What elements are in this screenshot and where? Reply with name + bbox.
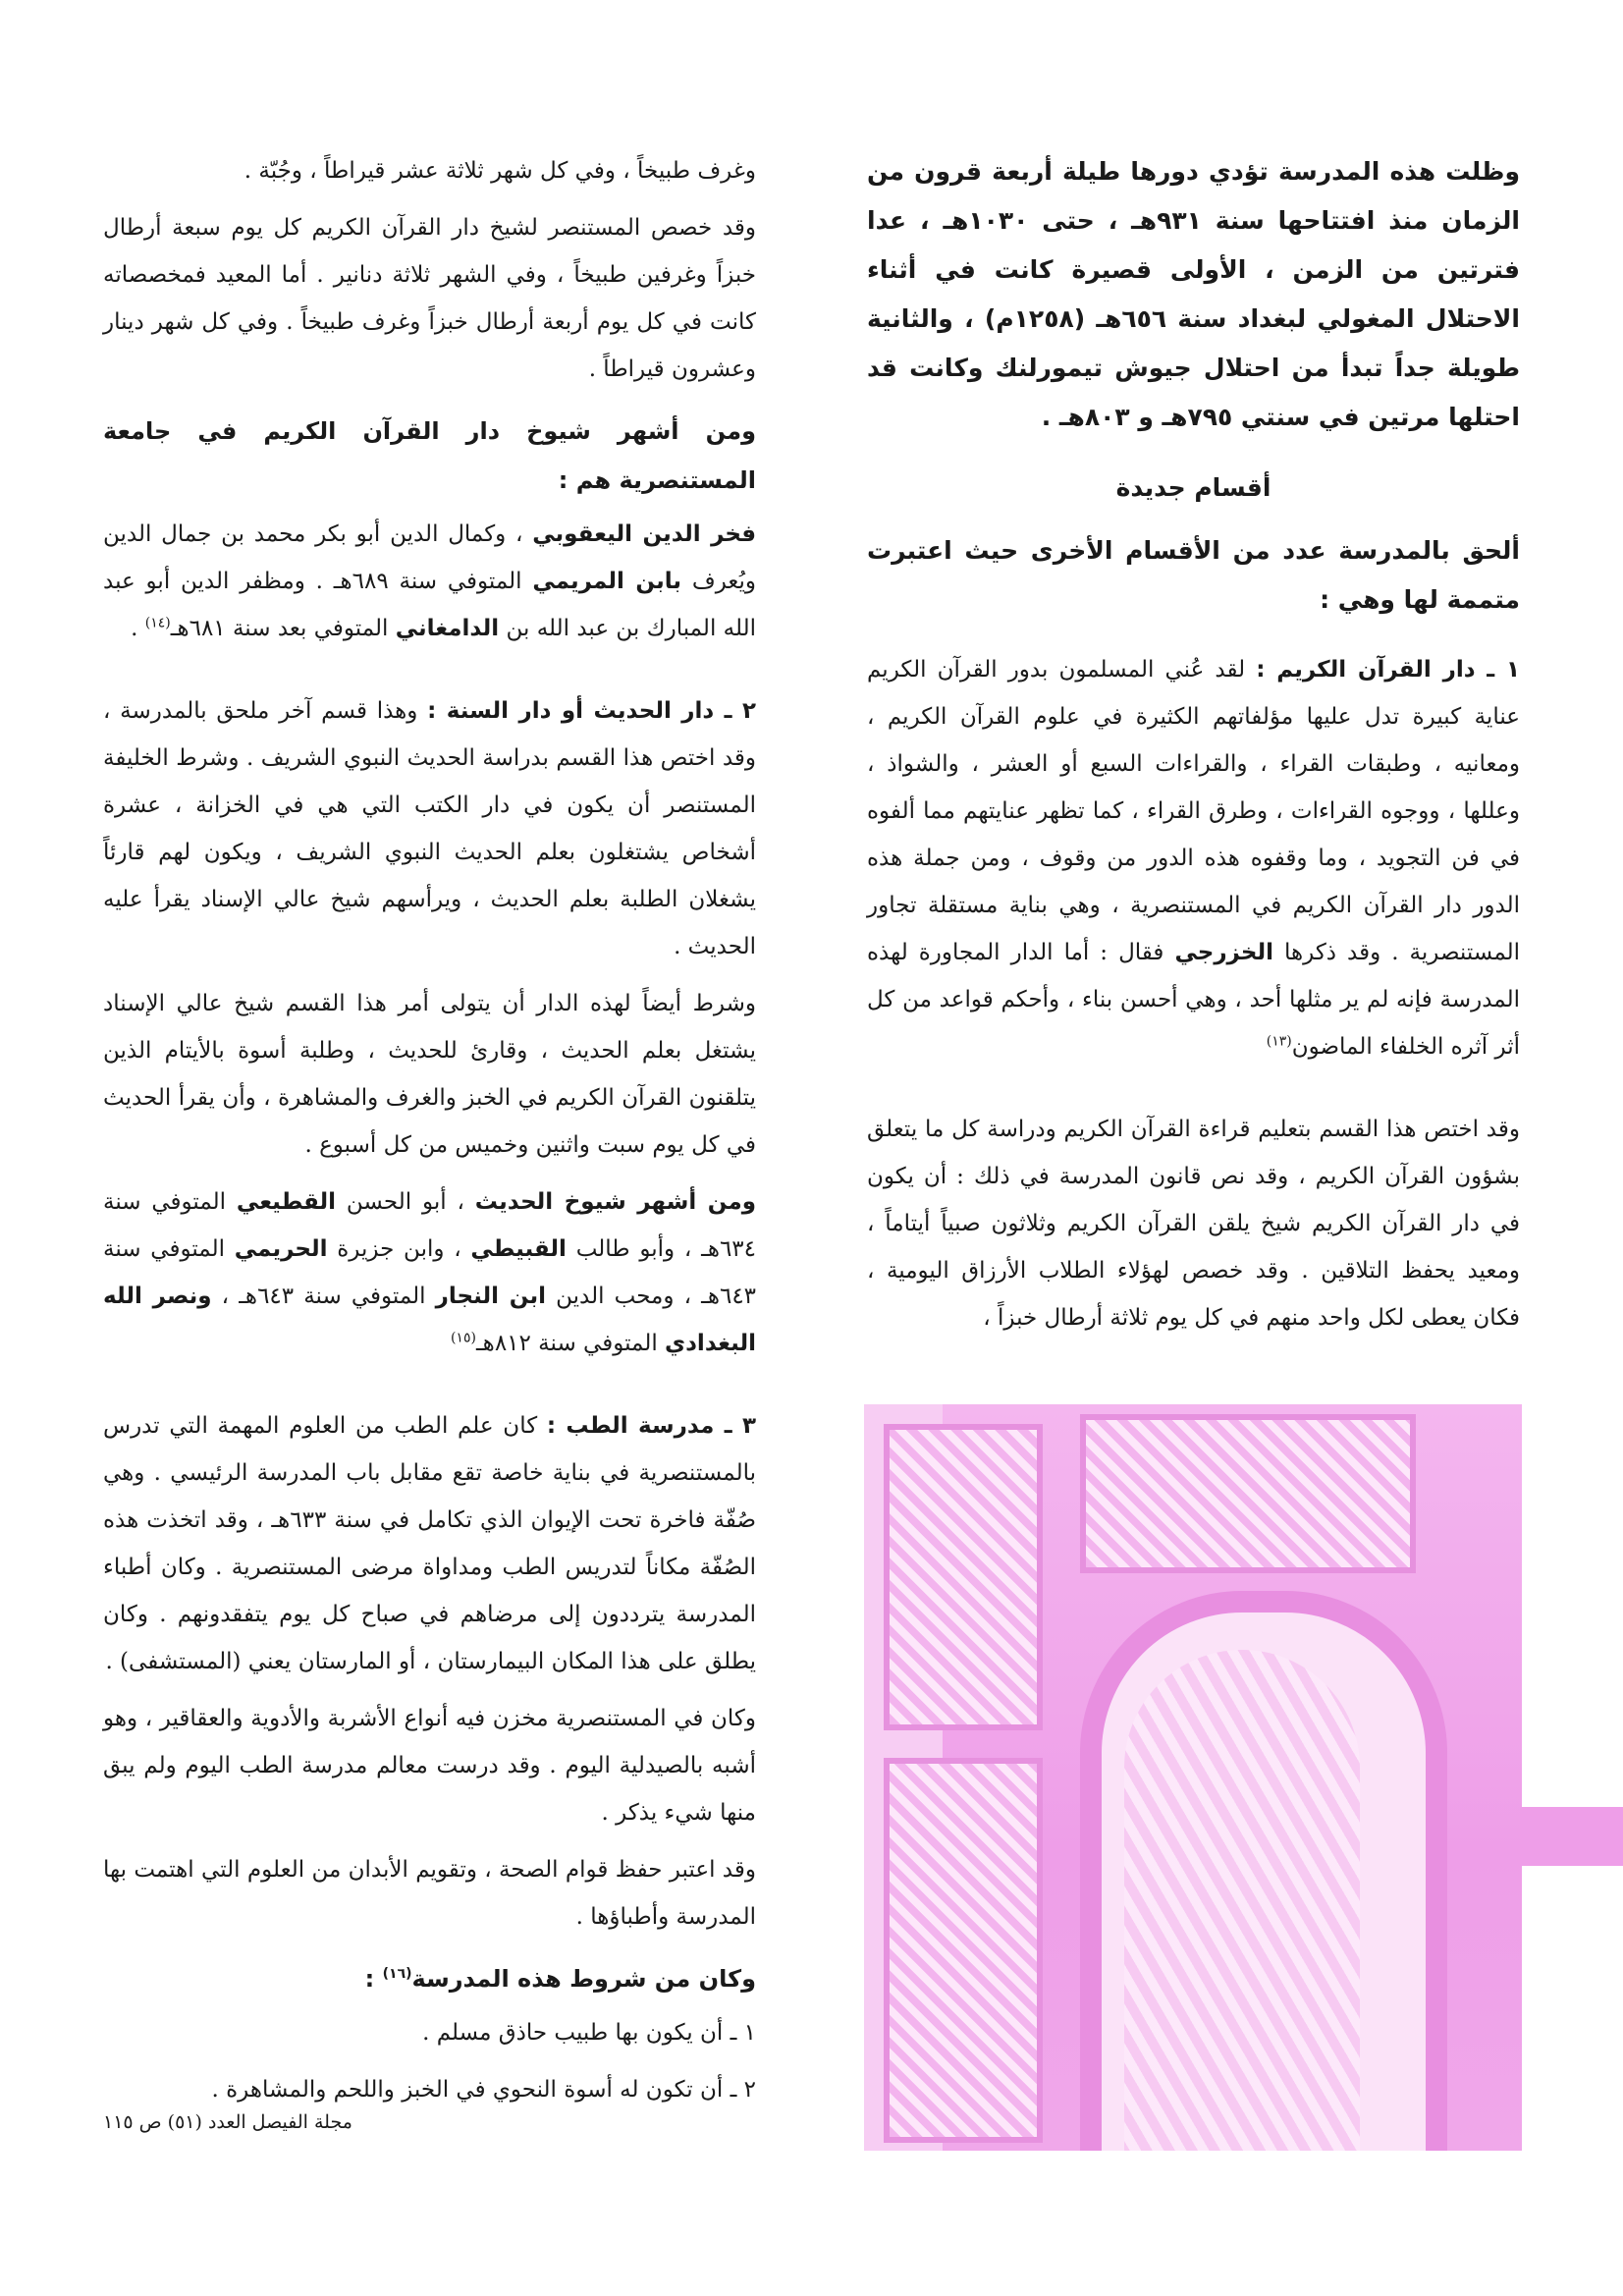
ref-14: (١٤) <box>144 615 171 631</box>
side-color-tab <box>1520 1807 1623 1866</box>
ref-15: (١٥) <box>450 1330 476 1346</box>
item3-paragraph-2: وكان في المستنصرية مخزن فيه أنواع الأشربة والأدوية والعقاقير ، وهو أشبه بالصيدلية اليوم . وقد درست معالم مدرسة الطب اليوم ولم يبق منها شيء يذكر . <box>103 1706 756 1826</box>
qatii-name: القطيعي <box>236 1189 337 1215</box>
hadith-text-a: ، أبو الحسن <box>346 1189 464 1215</box>
sheikhs-text-a: ، وكمال الدين أبو بكر محمد بن جمال الدين ويُعرف <box>103 521 756 594</box>
harimi-name: الحريمي <box>234 1236 328 1262</box>
muraymi-name: بابن المريمي <box>532 569 682 594</box>
condition-1: ١ ـ أن يكون بها طبيب حاذق مسلم . <box>422 2020 756 2046</box>
item2-body: وهذا قسم آخر ملحق بالمدرسة ، وقد اختص هذا القسم بدراسة الحديث النبوي الشريف . وشرط الخليفة المستنصر أن يكون في دار الكتب التي هي في الخزانة ، عشرة أشخاص يشتغلون بعلم الحديث النبوي الشريف ، ويكون لهم قارئاً يشغلان الطلبة بعلم الحديث ، ويرأسهم شيخ عالي الإسناد يقرأ عليه الحديث . <box>103 698 756 959</box>
yaqubi-name: فخر الدين اليعقوبي <box>532 521 757 547</box>
khazraji-name: الخزرجي <box>1174 940 1273 965</box>
sheikhs-heading: ومن أشهر شيوخ دار القرآن الكريم في جامعة المستنصرية هم : <box>103 417 756 494</box>
item2-paragraph <box>103 687 756 970</box>
photo-lattice-panel <box>1080 1414 1416 1573</box>
hadith-text-f: المتوفي سنة ٨١٢هـ <box>475 1331 658 1356</box>
photo-lattice-panel <box>884 1424 1043 1730</box>
item3-body: كان علم الطب من العلوم المهمة التي تدرس بالمستنصرية في بناية خاصة تقع مقابل باب المدرسة الرئيسي . وهي صُفّة فاخرة تحت الإيوان الذي تكامل في سنة ٦٣٣هـ ، وقد اتخذت هذه الصُفّة مكاناً لتدريس الطب ومداواة مرضى المستنصرية . وكان أطباء المدرسة يترددون إلى مرضاهم في صباح كل يوم يتفقدونهم . وكان يطلق على هذا المكان البيمارستان ، أو المارستان يعني (المستشفى) . <box>103 1413 756 1674</box>
item2-paragraph-2: وشرط أيضاً لهذه الدار أن يتولى أمر هذا القسم شيخ عالي الإسناد يشتغل بعلم الحديث ، وقارئ للحديث ، وطلبة أسوة بالأيتام الذين يتلقنون القرآن الكريم في الخبز والغرف والمشاهرة ، وأن يقرأ الحديث في كل يوم سبت واثنين وخميس من كل أسبوع . <box>103 991 757 1158</box>
najjar-name: ابن النجار <box>435 1284 547 1309</box>
mustansiriya-arch-photo <box>864 1404 1522 2151</box>
sheikhs-text-b: المتوفي سنة ٦٨٩هـ . ومظفر الدين أبو عبد الله المبارك بن عبد الله بن <box>103 569 756 641</box>
hadith-text-d: المتوفي سنة ٦٤٣هـ ، ومحب الدين <box>103 1236 757 1309</box>
sections-intro: ألحق بالمدرسة عدد من الأقسام الأخرى حيث اعتبرت متممة لها وهي : <box>867 536 1520 614</box>
conditions-heading-text: وكان من شروط هذه المدرسة <box>411 1965 756 1993</box>
damghani-name: الدامغاني <box>395 616 500 641</box>
left-column <box>103 147 756 2123</box>
sheikhs-text-c: المتوفي بعد سنة ٦٨١هـ <box>170 616 389 641</box>
left-p1: وغرف طبيخاً ، وفي كل شهر ثلاثة عشر قيراطاً ، وجُبّة . <box>243 158 756 184</box>
item3-title: ٣ ـ مدرسة الطب : <box>546 1413 757 1439</box>
hadith-heading: ومن أشهر شيوخ الحديث <box>474 1189 757 1215</box>
left-p2: وقد خصص المستنصر لشيخ دار القرآن الكريم كل يوم سبعة أرطال خبزاً وغرفين طبيخاً ، وفي الشهر ثلاثة دنانير . أما المعيد فمخصصاته كانت في كل يوم أربعة أرطال خبزاً وغرف طبيخاً . وفي كل شهر دينار وعشرون قيراطاً . <box>103 215 756 382</box>
section-heading: أقسام جديدة <box>1115 473 1271 502</box>
item1-paragraph <box>867 646 1520 1070</box>
conditions-heading: وكان من شروط هذه المدرسة$^{(١٦)}$ : <box>364 1965 756 1993</box>
hadith-text-b: المتوفي سنة ٦٣٤هـ ، وأبو طالب <box>103 1189 757 1262</box>
condition-2: ٢ ـ أن تكون له أسوة النحوي في الخبز واللحم والمشاهرة . <box>211 2077 756 2103</box>
nasrallah-name: ونصر الله البغدادي <box>103 1284 756 1356</box>
hadith-text-e: المتوفي سنة ٦٤٣هـ ، <box>221 1284 426 1309</box>
item1-body: لقد عُني المسلمون بدور القرآن الكريم عناية كبيرة تدل عليها مؤلفاتهم الكثيرة في علوم القرآن الكريم ، ومعانيه ، وطبقات القراء ، والقراءات السبع أو العشر ، والشواذ ، وعللها ، ووجوه القراءات ، وطرق القراء ، كما تظهر عنايتهم مما ألفوه في فن التجويد ، وما وقفوه هذه الدور من وقوف ، ومن جملة هذه الدور دار القرآن الكريم في المستنصرية ، وهي بناية مستقلة تجاور المستنصرية . وقد ذكرها <box>867 657 1521 965</box>
hadith-text-c: ، وابن جزيرة <box>337 1236 461 1262</box>
item1-quote: فقال : أما الدار المجاورة لهذه المدرسة فإنه لم ير مثلها أحد ، وهي أحسن بناء ، وأحكم قواعد من كل أثر آثره الخلفاء الماضون <box>867 940 1520 1060</box>
photo-arch-inner <box>1124 1650 1360 2151</box>
lead-paragraph: وظلت هذه المدرسة تؤدي دورها طيلة أربعة قرون من الزمان منذ افتتاحها سنة ٩٣١هـ ، حتى ١٠٣٠هـ ، عدا فترتين من الزمن ، الأولى قصيرة كانت في أثناء الاحتلال المغولي لبغداد سنة ٦٥٦هـ (١٢٥٨م) ، والثانية طويلة جداً تبدأ من احتلال جيوش تيمورلنك وكانت قد احتلها مرتين في سنتي ٧٩٥هـ و ٨٠٣هـ . <box>867 157 1520 431</box>
ref-16: (١٦) <box>382 1966 412 1982</box>
item2-title: ٢ ـ دار الحديث أو دار السنة : <box>427 698 756 724</box>
sheikhs-paragraph: فخر الدين اليعقوبي ، وكمال الدين أبو بكر محمد بن جمال الدين ويُعرف بابن المريمي المتوفي سنة ٦٨٩هـ . ومظفر الدين أبو عبد الله المبارك بن عبد الله بن الدامغاني المتوفي بعد سنة ٦٨١هـ$^{(١٤)}$ . <box>103 521 757 641</box>
ref-13: (١٣) <box>1266 1033 1292 1050</box>
item1-title: ١ ـ دار القرآن الكريم : <box>1256 657 1521 683</box>
quran-house-paragraph: وقد اختص هذا القسم بتعليم قراءة القرآن الكريم ودراسة كل ما يتعلق بشؤون القرآن الكريم ، وقد نص قانون المدرسة في ذلك : أن يكون في دار القرآن الكريم شيخ يلقن القرآن الكريم وثلاثون صبياً أيتاماً ، ومعيد يحفظ التلاقين . وقد خصص لهؤلاء الطلاب الأرزاق اليومية ، فكان يعطى لكل واحد منهم في كل يوم ثلاثة أرطال خبزاً ، <box>867 1117 1520 1331</box>
photo-lattice-panel <box>884 1758 1043 2143</box>
qubayti-name: القبيطي <box>470 1236 567 1262</box>
hadith-sheikhs-paragraph <box>103 1178 756 1367</box>
page-footer: مجلة الفيصل العدد (٥١) ص ١١٥ <box>103 2111 352 2133</box>
right-column <box>867 147 1520 1351</box>
item3-paragraph <box>103 1402 756 1685</box>
item3-paragraph-3: وقد اعتبر حفظ قوام الصحة ، وتقويم الأبدان من العلوم التي اهتمت بها المدرسة وأطباؤها . <box>103 1857 756 1930</box>
